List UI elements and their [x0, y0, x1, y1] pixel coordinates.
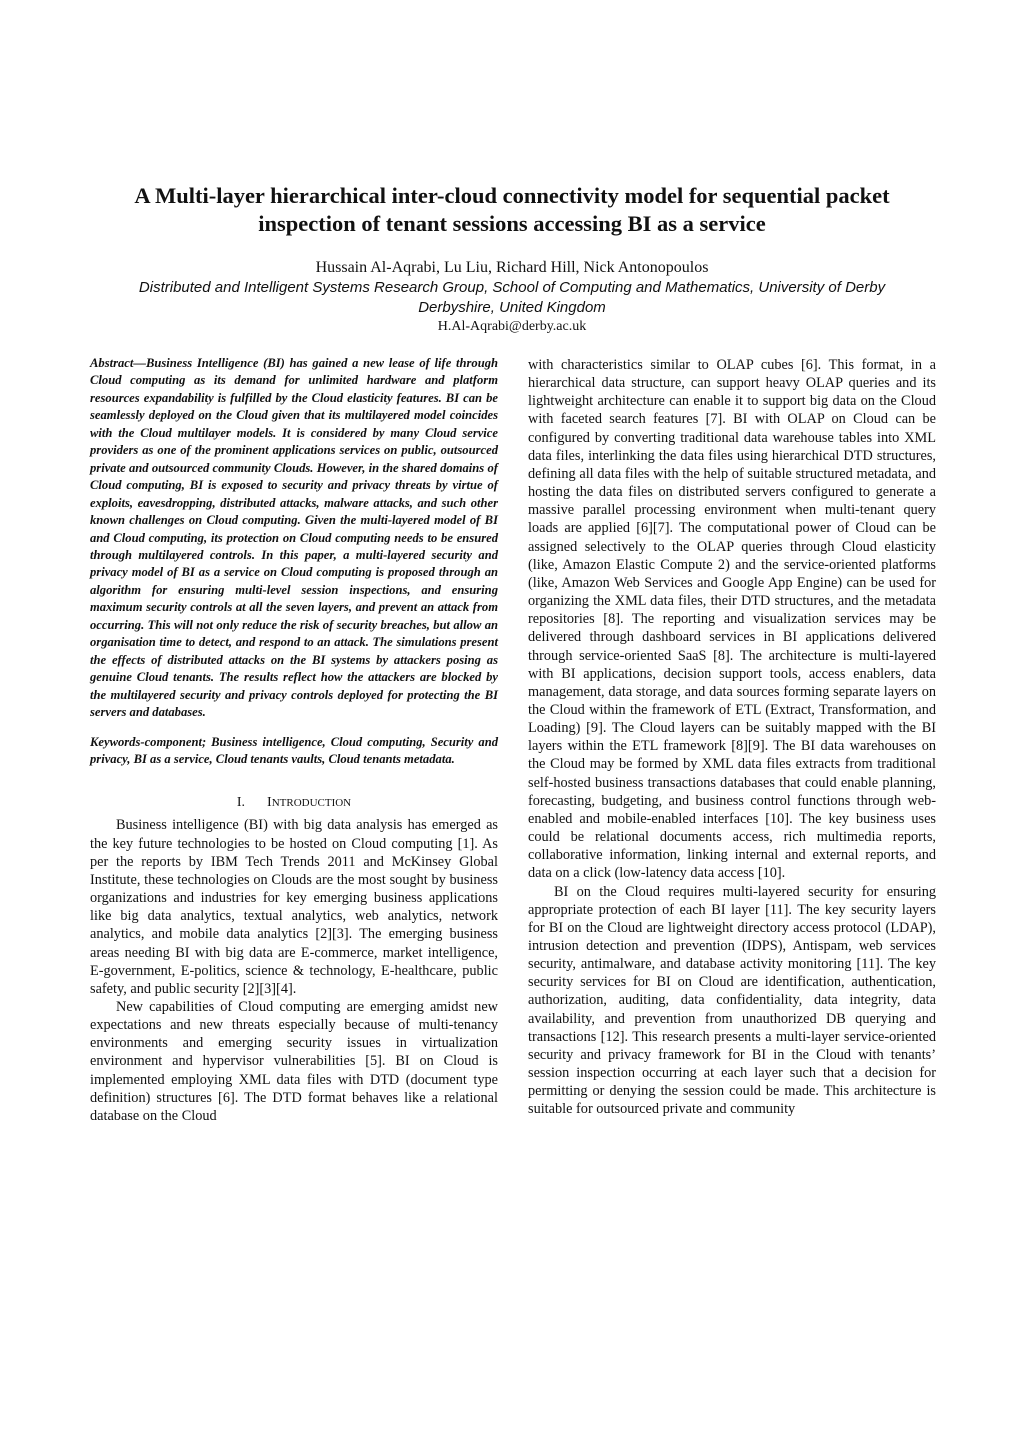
- paper-title: [60, 182, 964, 238]
- paragraph: Business intelligence (BI) with big data analysis has emerged as the key future technologies to be hosted on Cloud computing [1]. As per the reports by IBM Tech Trends 2011 and McKinsey Global Institute, these technologies on Clouds are the most sought by business organizations and industries for key emerging business applications like big data analytics, textual analytics, web analytics, network analytics, and mobile data analytics [2][3]. The emerging business areas needing BI with big data are E-commerce, market intelligence, E-government, E-politics, science & technology, E-healthcare, public safety, and public security [2][3][4].: [90, 817, 498, 997]
- affiliation-line-2: Derbyshire, United Kingdom: [418, 299, 606, 316]
- paper-title-line-2: inspection of tenant sessions accessing BI as a service: [258, 211, 766, 236]
- author-list: Hussain Al-Aqrabi, Lu Liu, Richard Hill, Nick Antonopoulos: [315, 259, 709, 276]
- paper-title-line-1: A Multi-layer hierarchical inter-cloud connectivity model for sequential packet: [134, 183, 890, 208]
- paragraph: BI on the Cloud requires multi-layered security for ensuring appropriate protection of each BI layer [11]. The key security layers for BI on the Cloud are lightweight directory access protocol (LDAP), intrusion detection and prevention (IDPS), Antispam, web services security, antimalware, and database activity monitoring [11]. The key security services for BI on Cloud are identification, authentication, authorization, auditing, data confidentiality, data integrity, data availability, and prevention from unauthorized DB querying and transactions [12]. This research presents a multi-layer service-oriented security and privacy framework for BI in the Cloud with tenants’ session inspection occurring at each layer such that a decision for permitting or denying the session could be made. This architecture is suitable for outsourced private and community: [528, 883, 936, 1118]
- section-title-initial: I: [267, 795, 272, 811]
- affiliation-line-1: Distributed and Intelligent Systems Research Group, School of Computing and Mathematics, University of Derby: [138, 279, 886, 296]
- author-email: H.Al-Aqrabi@derby.ac.uk: [437, 319, 587, 334]
- abstract: Abstract—Business Intelligence (BI) has gained a new lease of life through Cloud computing as its demand for unlimited hardware and platform resources expandability is fulfilled by the Cloud elasticity features. BI can be seamlessly deployed on the Cloud given that its multilayered model coincides with the Cloud multilayer models. It is considered by many Cloud service providers as one of the prominent applications services on public, outsourced private and outsourced community Clouds. However, in the shared domains of Cloud computing, BI is exposed to security and privacy threats by virtue of exploits, eavesdropping, distributed attacks, malware attacks, and such other known challenges on Cloud computing. Given the multi-layered model of BI and Cloud computing, its protection on Cloud computing needs to be ensured through multilayered controls. In this paper, a multi-layered security and privacy model of BI as a service on Cloud computing is proposed through an algorithm for ensuring multi-level session inspections, and ensuring maximum security controls at all the seven layers, and prevent an attack from occurring. This will not only reduce the risk of security breaches, but allow an organisation time to detect, and respond to an attack. The simulations present the effects of distributed attacks on the BI systems by attackers posing as genuine Cloud tenants. The results reflect how the attackers are blocked by the multilayered security and privacy controls deployed for protecting the BI servers and databases.: [90, 356, 498, 720]
- paragraph: New capabilities of Cloud computing are emerging amidst new expectations and new threats especially because of multi-tenancy environments and emerging security issues in virtualization environment and hypervisor vulnerabilities [5]. BI on Cloud is implemented employing XML data files with DTD (document type definition) structures [6]. The DTD format behaves like a relational database on the Cloud: [90, 998, 498, 1124]
- section-heading-introduction: [90, 794, 498, 812]
- affiliation: [70, 278, 954, 318]
- right-column: [528, 356, 936, 1119]
- left-column: [90, 355, 498, 1125]
- section-title-rest: NTRODUCTION: [271, 797, 352, 810]
- section-number: I.: [236, 795, 246, 811]
- keywords: Keywords-component; Business intelligence, Cloud computing, Security and privacy, BI as a service, Cloud tenants vaults, Cloud tenants metadata.: [90, 734, 498, 766]
- paragraph: with characteristics similar to OLAP cubes [6]. This format, in a hierarchical data structure, can support heavy OLAP queries and its lightweight architecture can enable it to support big data on the Cloud with faceted search features [7]. BI with OLAP on Cloud can be configured by converting traditional data warehouse tables into XML data files, interlinking the data files using hierarchical DTD structures, defining all data files with the help of suitable structured metadata, and hosting the data files on distributed servers configured to generate a massive parallel processing environment when multi-tenant query loads are applied [6][7]. The computational power of Cloud can be assigned selectively to the OLAP queries through Cloud elasticity (like, Amazon Elastic Compute 2) and the service-oriented platforms (like, Amazon Web Services and Google App Engine) can be used for organizing the XML data files, their DTD structures, and the metadata repositories [8]. The reporting and visualization services may be delivered through dashboard services in BI applications delivered through service-oriented SaaS [8]. The architecture is multi-layered with BI applications, decision support tools, access enablers, data management, data storage, and data sources forming separate layers on the Cloud within the framework of ETL (Extract, Transformation, and Loading) [9]. The Cloud layers can be suitably mapped with the BI layers within the ETL framework [8][9]. The BI data warehouses on the Cloud may be formed by XML data files extracts from traditional self-hosted business transactions databases that could enable planning, forecasting, budgeting, and business control functions through web-enabled and mobile-enabled interfaces [10]. The key business uses could be relational documents access, rich multimedia reports, collaborative information, linking internal and external reports, and data on a click (low-latency data access [10].: [528, 357, 936, 882]
